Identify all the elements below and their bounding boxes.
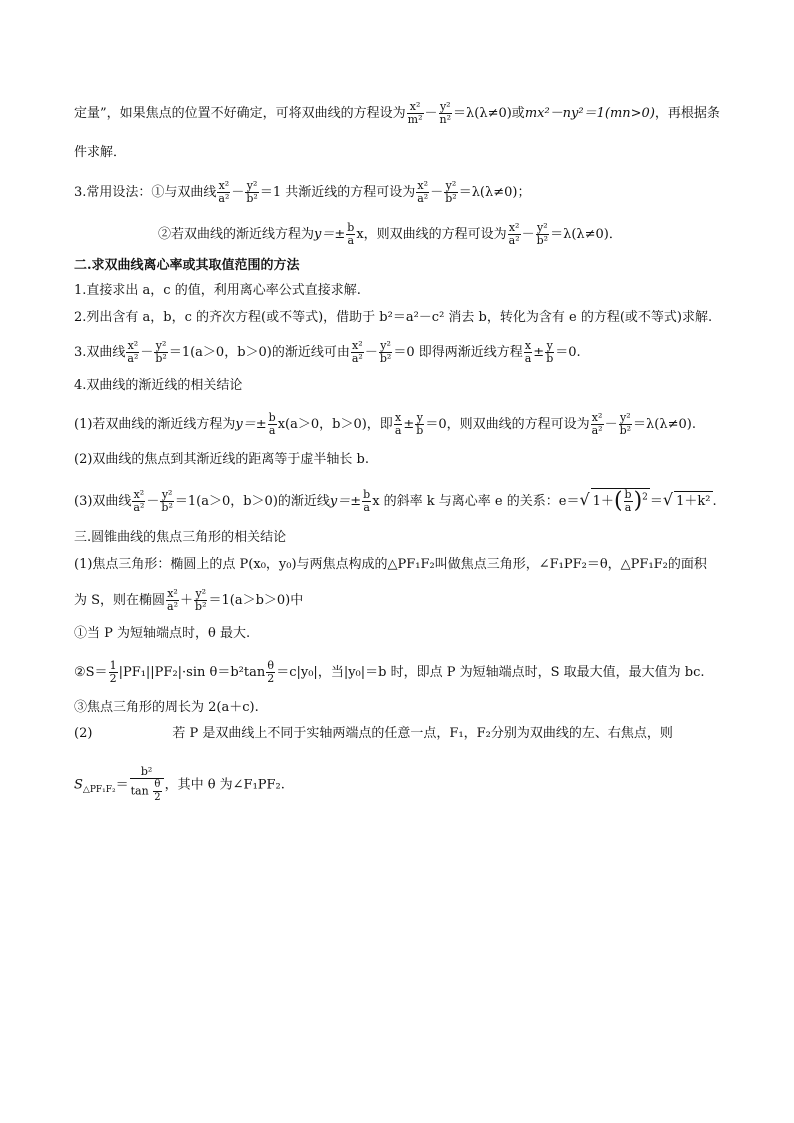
fraction-1-2: $\frac{1}{2}$ [109,659,117,685]
text-line-n7: $S_{\triangle PF_1F_2}=$ b² tan $\frac{\theta}{2}$ ，其中 θ 为∠F₁PF₂. [74,765,285,803]
radical-sign: √ [662,490,674,509]
fraction-x-a: $\frac{x}{a}$ [524,339,532,365]
fraction-y2-b2: $\frac{\text{y²}}{\text{b²}}$ [379,339,392,365]
fraction-y2-b2: $\frac{\text{y²}}{\text{b²}}$ [246,179,258,205]
fraction-y2-b2: $\frac{\text{y²}}{\text{b²}}$ [155,339,167,365]
sqrt-expression: 1＋( $\frac{b}{a}$ )$^2$ [592,488,648,514]
fraction-y2-b2: $\frac{\text{y²}}{\text{b²}}$ [619,411,632,437]
fraction-x-a: $\frac{x}{a}$ [394,411,402,437]
text-line-2: 件求解． [74,145,127,160]
text-line-n5: ③焦点三角形的周长为 2(a＋c). [74,700,259,715]
fraction-b-a: $\frac{b}{a}$ [624,488,632,514]
text-line-m5: (1)若双曲线的渐近线方程为y＝± $\frac{b}{a}$ x(a＞0，b＞0)，即 $\frac{x}{a}$ ± $\frac{y}{b}$ ＝0，则双曲线的方程可设为 $\frac{\text{x²}}{\text{a²}}$ － $\frac{\text{y²}}{\text{b²}}$ ＝λ(λ≠0). [74,411,696,437]
fraction-x2-a2: $\frac{\text{x²}}{\text{a²}}$ [508,221,520,247]
fraction-x2-a2: $\frac{\text{x²}}{\text{a²}}$ [351,339,363,365]
fraction-b-a: $\frac{b}{a}$ [268,411,276,437]
text-line-4: ②若双曲线的渐近线方程为y＝± $\frac{b}{a}$ x，则双曲线的方程可设为 $\frac{\text{x²}}{\text{a²}}$ － $\frac{\text{y²}}{\text{b²}}$ ＝λ(λ≠0)． [158,221,622,247]
fraction-y2-b2: $\frac{\text{y²}}{\text{b²}}$ [195,587,207,613]
fraction-x2-a2: $\frac{\text{x²}}{\text{a²}}$ [417,179,429,205]
fraction-y2-n2: $\frac{\text{y²}}{\text{n²}}$ [439,100,452,126]
sqrt-1-plus-k2: 1＋k² [674,491,712,512]
text-line-m2: 2.列出含有 a，b，c 的齐次方程(或不等式)，借助于 b²＝a²－c² 消去 b，转化为含有 e 的方程(或不等式)求解. [74,310,713,325]
fraction-x2-a2: $\frac{\text{x²}}{\text{a²}}$ [127,339,139,365]
fraction-x2-m2: $\frac{\text{x²}}{\text{m²}}$ [407,100,423,126]
radical-sign: √ [579,490,590,509]
text-line-m1: 1.直接求出 a，c 的值，利用离心率公式直接求解. [74,283,361,298]
text-line-n2: 为 S，则在椭圆 $\frac{\text{x²}}{\text{a²}}$ ＋ $\frac{\text{y²}}{\text{b²}}$ ＝1(a＞b＞0)中 [74,587,304,613]
fraction-x2-a2: $\frac{\text{x²}}{\text{a²}}$ [218,179,230,205]
text-line-1: 定量”，如果焦点的位置不好确定，可将双曲线的方程设为 $\frac{\text{x²}}{\text{m²}}$ － $\frac{\text{y²}}{\text{n²}}$ ＝λ(λ≠0)或mx²－ny²＝1(mn>0)，再根据条 [74,100,720,126]
text-line-3: 3.常用设法：①与双曲线 $\frac{\text{x²}}{\text{a²}}$ － $\frac{\text{y²}}{\text{b²}}$ ＝1 共渐近线的方程可设为 $\frac{\text{x²}}{\text{a²}}$ － $\frac{\text{y²}}{\text{b²}}$ ＝λ(λ≠0)； [74,179,531,205]
text-line-n1: (1)焦点三角形：椭圆上的点 P(x₀，y₀)与两焦点构成的△PF₁F₂叫做焦点三角形，∠F₁PF₂＝θ，△PF₁F₂的面积 [74,557,707,572]
text-line-n4: ②S＝ $\frac{1}{2}$ |PF₁||PF₂|·sin θ＝b²tan $\frac{\theta}{2}$ ＝c|y₀|，当|y₀|＝b 时，即点 P 为短轴端点时，S 取最大值，最大值为 bc. [74,659,705,685]
fraction-y2-b2: $\frac{\text{y²}}{\text{b²}}$ [445,179,457,205]
fraction-y2-b2: $\frac{\text{y²}}{\text{b²}}$ [536,221,549,247]
text-line-m6: (2)双曲线的焦点到其渐近线的距离等于虚半轴长 b. [74,452,370,467]
fraction-b2-tan: b² tan $\frac{\theta}{2}$ [130,766,164,804]
text-line-n3: ①当 P 为短轴端点时，θ 最大. [74,626,251,641]
fraction-b-a: $\frac{b}{a}$ [363,488,371,514]
fraction-y2-b2: $\frac{\text{y²}}{\text{b²}}$ [161,488,173,514]
fraction-theta-2: $\frac{\theta}{2}$ [267,659,275,685]
fraction-x2-a2: $\frac{\text{x²}}{\text{a²}}$ [591,411,603,437]
fraction-x2-a2: $\frac{\text{x²}}{\text{a²}}$ [167,587,179,613]
text-line-m4: 4.双曲线的渐近线的相关结论 [74,378,243,393]
text-line-n6: (2) 若 P 是双曲线上不同于实轴两端点的任意一点，F₁，F₂分别为双曲线的左、右焦点，则 [74,726,673,741]
fraction-b-a: $\frac{b}{a}$ [347,221,355,247]
fraction-x2-a2: $\frac{\text{x²}}{\text{a²}}$ [133,488,145,514]
fraction-y-b: $\frac{y}{b}$ [416,411,424,437]
text-line-m3: 3.双曲线 $\frac{\text{x²}}{\text{a²}}$ － $\frac{\text{y²}}{\text{b²}}$ ＝1(a＞0，b＞0)的渐近线可由 $\frac{\text{x²}}{\text{a²}}$ － $\frac{\text{y²}}{\text{b²}}$ ＝0 即得两渐近线方程 $\frac{x}{a}$ ± $\frac{y}{b}$ ＝0. [74,339,581,365]
section-heading-3: 三.圆锥曲线的焦点三角形的相关结论 [74,530,287,545]
fraction-y-b: $\frac{y}{b}$ [546,339,554,365]
section-heading-2: 二.求双曲线离心率或其取值范围的方法 [74,258,300,273]
text-line-m7: (3)双曲线 $\frac{\text{x²}}{\text{a²}}$ － $\frac{\text{y²}}{\text{b²}}$ ＝1(a＞0，b＞0)的渐近线y＝± $\frac{b}{a}$ x 的斜率 k 与离心率 e 的关系：e＝√ 1＋( $\frac{b}{a}$ )$^2$ ＝√ 1＋k² . [74,488,717,514]
